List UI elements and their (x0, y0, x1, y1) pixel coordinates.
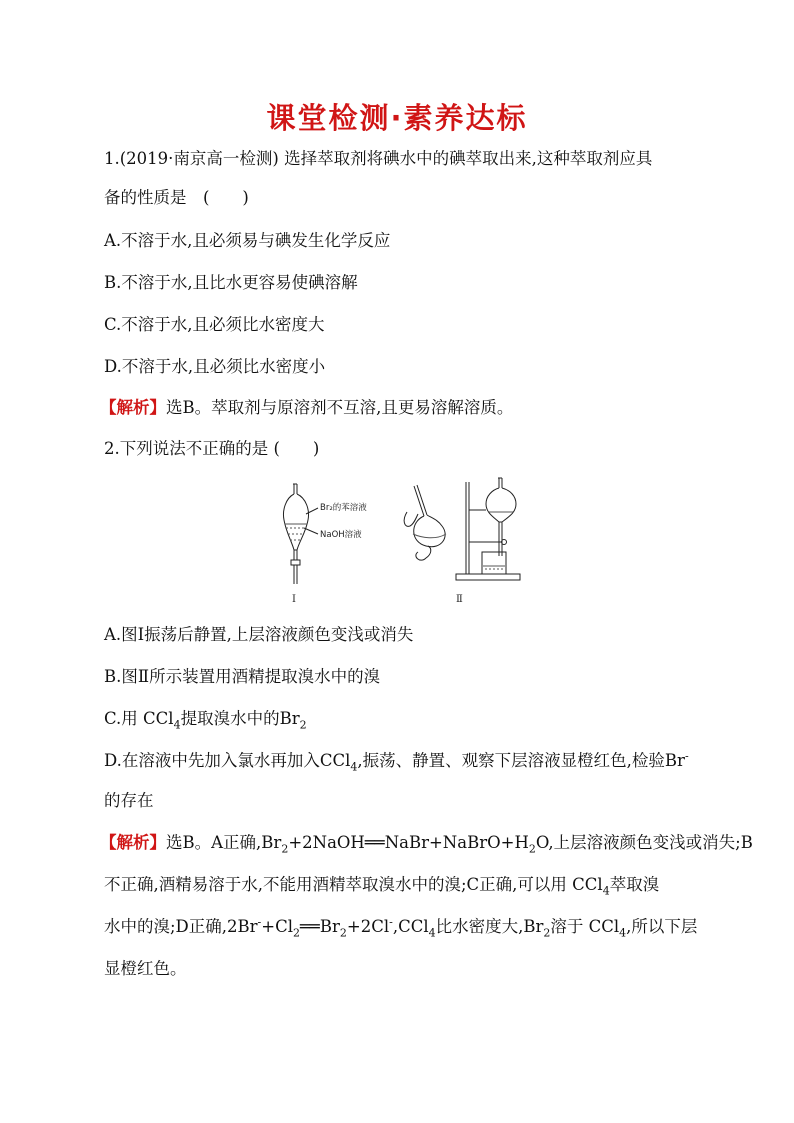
q2-analysis-line1: 【解析】选B。A正确$,Br_2+2NaOH══NaBr+NaBrO+H_2O$,上层溶液颜色变浅或消失;B (100, 833, 753, 856)
q2-analysis-line2: 不正确,酒精易溶于水,不能用酒精萃取溴水中的溴;C正确,可以用 CCl$_4$萃取溴 (104, 875, 660, 898)
q2-option-a: A.图Ⅰ振荡后静置,上层溶液颜色变浅或消失 (104, 625, 414, 644)
q2-analysis-line3: 水中的溴;D正确$,2Br^-+Cl_2══Br_2+2Cl^-,CCl_4$比水密度大$,Br_2$溶于 CCl$_4$,所以下层 (104, 915, 698, 940)
analysis-label: 【解析】 (100, 398, 166, 417)
q1-stem-line1: 1.(2019·南京高一检测) 选择萃取剂将碘水中的碘萃取出来,这种萃取剂应具 (104, 149, 653, 168)
analysis-label: 【解析】 (100, 833, 166, 852)
analysis-text: 选B。萃取剂与原溶剂不互溶,且更易溶解溶质。 (166, 398, 514, 417)
q2-option-d-line2: 的存在 (104, 791, 154, 810)
q1-option-c: C.不溶于水,且必须比水密度大 (104, 315, 325, 334)
q2-option-b: B.图Ⅱ所示装置用酒精提取溴水中的溴 (104, 667, 381, 686)
q1-option-a: A.不溶于水,且必须易与碘发生化学反应 (104, 231, 391, 250)
shaking-funnel (404, 485, 446, 560)
separatory-funnel-1 (283, 484, 318, 584)
label-naoh-solution: NaOH溶液 (320, 530, 362, 540)
q1-analysis (100, 397, 513, 419)
q1-option-d: D.不溶于水,且必须比水密度小 (104, 357, 326, 376)
q2-option-d-line1: D.在溶液中先加入氯水再加入CCl$_4$,振荡、静置、观察下层溶液显橙红色,检验Br- (104, 749, 689, 774)
q1-stem-line2: 备的性质是 ( ) (104, 188, 249, 207)
iron-stand-funnel (456, 478, 520, 580)
apparatus-figure (270, 476, 530, 610)
label-br2-benzene: Br₂的苯溶液 (320, 503, 367, 513)
q2-analysis-line4: 显橙红色。 (104, 959, 187, 978)
q2-option-c: C.用 CCl$_4$提取溴水中的$Br_2$ (104, 709, 307, 732)
page-title: 课堂检测·素养达标 (266, 101, 528, 135)
q2-stem: 2.下列说法不正确的是 ( ) (104, 439, 320, 458)
figure-caption-2: Ⅱ (456, 594, 463, 605)
figure-caption-1: Ⅰ (292, 594, 296, 605)
q1-option-b: B.不溶于水,且比水更容易使碘溶解 (104, 273, 358, 292)
